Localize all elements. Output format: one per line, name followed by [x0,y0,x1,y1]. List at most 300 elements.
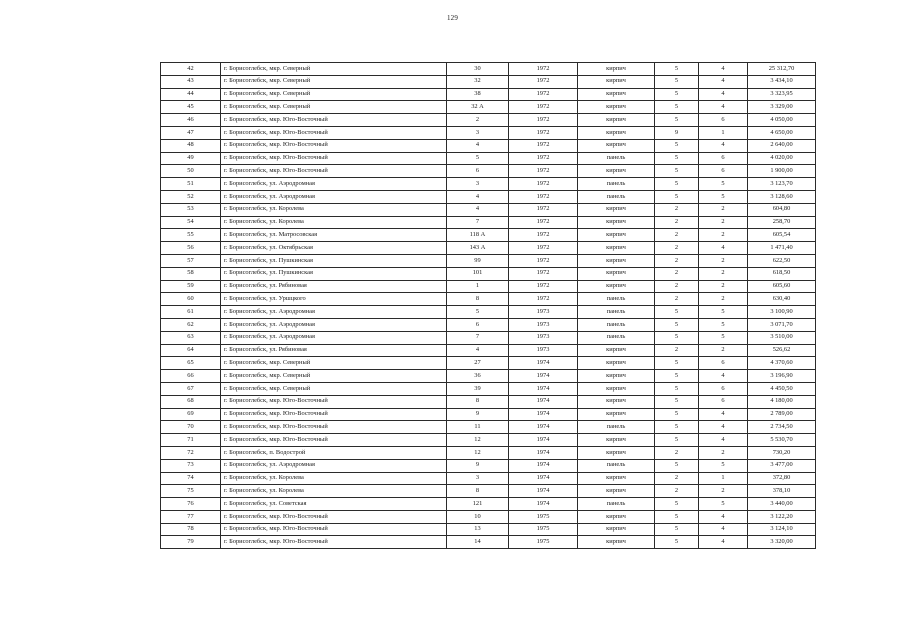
floors-cell: 2 [655,446,699,459]
area-cell: 4 020,00 [748,152,816,165]
area-cell: 4 180,00 [748,395,816,408]
row-number-cell: 69 [161,408,221,421]
entrances-cell: 2 [699,229,748,242]
area-cell: 2 789,00 [748,408,816,421]
row-number-cell: 44 [161,88,221,101]
table-row [161,126,816,139]
house-number-cell: 121 [447,498,509,511]
floors-cell: 5 [655,63,699,76]
table-row [161,139,816,152]
row-number-cell: 48 [161,139,221,152]
address-cell: г. Борисоглебск, ул. Советская [221,498,447,511]
floors-cell: 2 [655,485,699,498]
row-number-cell: 76 [161,498,221,511]
table-row [161,178,816,191]
area-cell: 4 370,60 [748,357,816,370]
area-cell: 3 128,60 [748,190,816,203]
entrances-cell: 5 [699,318,748,331]
table-row [161,498,816,511]
floors-cell: 5 [655,370,699,383]
wall-material-cell: панель [578,293,655,306]
table-row [161,331,816,344]
year-built-cell: 1972 [509,190,578,203]
area-cell: 3 320,00 [748,536,816,549]
row-number-cell: 66 [161,370,221,383]
row-number-cell: 50 [161,165,221,178]
house-number-cell: 8 [447,485,509,498]
year-built-cell: 1972 [509,114,578,127]
year-built-cell: 1974 [509,472,578,485]
address-cell: г. Борисоглебск, ул. Аэродромная [221,306,447,319]
address-cell: г. Борисоглебск, мкр. Юго-Восточный [221,395,447,408]
row-number-cell: 64 [161,344,221,357]
house-number-cell: 11 [447,421,509,434]
row-number-cell: 43 [161,75,221,88]
year-built-cell: 1974 [509,382,578,395]
table-row [161,216,816,229]
wall-material-cell: панель [578,178,655,191]
wall-material-cell: панель [578,306,655,319]
address-cell: г. Борисоглебск, ул. Рябиновая [221,280,447,293]
floors-cell: 2 [655,254,699,267]
row-number-cell: 61 [161,306,221,319]
table-row [161,370,816,383]
wall-material-cell: кирпич [578,114,655,127]
floors-cell: 5 [655,434,699,447]
table-row [161,63,816,76]
house-number-cell: 10 [447,510,509,523]
floors-cell: 5 [655,306,699,319]
page-number: 129 [446,14,459,22]
year-built-cell: 1974 [509,446,578,459]
area-cell: 4 650,00 [748,126,816,139]
entrances-cell: 4 [699,88,748,101]
year-built-cell: 1974 [509,498,578,511]
address-cell: г. Борисоглебск, мкр. Северный [221,357,447,370]
address-cell: г. Борисоглебск, ул. Аэродромная [221,190,447,203]
year-built-cell: 1974 [509,408,578,421]
table-row [161,395,816,408]
house-number-cell: 7 [447,331,509,344]
year-built-cell: 1974 [509,395,578,408]
wall-material-cell: кирпич [578,536,655,549]
wall-material-cell: кирпич [578,382,655,395]
floors-cell: 5 [655,331,699,344]
address-cell: г. Борисоглебск, мкр. Юго-Восточный [221,536,447,549]
wall-material-cell: кирпич [578,395,655,408]
area-cell: 3 100,90 [748,306,816,319]
floors-cell: 5 [655,318,699,331]
year-built-cell: 1972 [509,254,578,267]
row-number-cell: 54 [161,216,221,229]
wall-material-cell: кирпич [578,254,655,267]
table-row [161,306,816,319]
wall-material-cell: кирпич [578,267,655,280]
housing-registry-table [160,62,816,549]
wall-material-cell: кирпич [578,472,655,485]
house-number-cell: 36 [447,370,509,383]
address-cell: г. Борисоглебск, п. Водострой [221,446,447,459]
address-cell: г. Борисоглебск, ул. Королева [221,485,447,498]
entrances-cell: 2 [699,203,748,216]
entrances-cell: 2 [699,267,748,280]
entrances-cell: 6 [699,395,748,408]
table-row [161,229,816,242]
address-cell: г. Борисоглебск, ул. Уршцкого [221,293,447,306]
year-built-cell: 1974 [509,434,578,447]
address-cell: г. Борисоглебск, мкр. Юго-Восточный [221,126,447,139]
area-cell: 622,50 [748,254,816,267]
wall-material-cell: панель [578,331,655,344]
wall-material-cell: кирпич [578,357,655,370]
house-number-cell: 1 [447,280,509,293]
table-row [161,510,816,523]
wall-material-cell: кирпич [578,229,655,242]
house-number-cell: 118 А [447,229,509,242]
area-cell: 5 530,70 [748,434,816,447]
house-number-cell: 7 [447,216,509,229]
row-number-cell: 47 [161,126,221,139]
year-built-cell: 1973 [509,306,578,319]
area-cell: 3 124,10 [748,523,816,536]
table-row [161,421,816,434]
area-cell: 730,20 [748,446,816,459]
table-row [161,523,816,536]
row-number-cell: 63 [161,331,221,344]
floors-cell: 2 [655,344,699,357]
address-cell: г. Борисоглебск, мкр. Северный [221,63,447,76]
house-number-cell: 38 [447,88,509,101]
entrances-cell: 2 [699,254,748,267]
entrances-cell: 4 [699,510,748,523]
wall-material-cell: кирпич [578,344,655,357]
floors-cell: 2 [655,293,699,306]
row-number-cell: 57 [161,254,221,267]
area-cell: 3 323,95 [748,88,816,101]
address-cell: г. Борисоглебск, ул. Королева [221,203,447,216]
address-cell: г. Борисоглебск, ул. Пушкинская [221,254,447,267]
house-number-cell: 99 [447,254,509,267]
year-built-cell: 1972 [509,101,578,114]
table-row [161,203,816,216]
house-number-cell: 3 [447,472,509,485]
floors-cell: 2 [655,280,699,293]
house-number-cell: 4 [447,203,509,216]
row-number-cell: 60 [161,293,221,306]
wall-material-cell: кирпич [578,434,655,447]
address-cell: г. Борисоглебск, мкр. Юго-Восточный [221,114,447,127]
table-row [161,536,816,549]
row-number-cell: 68 [161,395,221,408]
year-built-cell: 1973 [509,331,578,344]
floors-cell: 5 [655,165,699,178]
registry-table-body [161,63,816,549]
year-built-cell: 1975 [509,536,578,549]
area-cell: 605,60 [748,280,816,293]
address-cell: г. Борисоглебск, мкр. Северный [221,88,447,101]
house-number-cell: 5 [447,306,509,319]
house-number-cell: 32 А [447,101,509,114]
wall-material-cell: кирпич [578,88,655,101]
entrances-cell: 6 [699,382,748,395]
year-built-cell: 1972 [509,203,578,216]
entrances-cell: 1 [699,472,748,485]
address-cell: г. Борисоглебск, мкр. Юго-Восточный [221,421,447,434]
floors-cell: 5 [655,395,699,408]
wall-material-cell: кирпич [578,510,655,523]
wall-material-cell: панель [578,498,655,511]
area-cell: 258,70 [748,216,816,229]
entrances-cell: 1 [699,126,748,139]
house-number-cell: 8 [447,395,509,408]
house-number-cell: 4 [447,344,509,357]
floors-cell: 5 [655,75,699,88]
row-number-cell: 77 [161,510,221,523]
table-row [161,472,816,485]
house-number-cell: 6 [447,165,509,178]
area-cell: 3 434,10 [748,75,816,88]
house-number-cell: 8 [447,293,509,306]
year-built-cell: 1974 [509,370,578,383]
address-cell: г. Борисоглебск, мкр. Северный [221,370,447,383]
entrances-cell: 2 [699,344,748,357]
row-number-cell: 71 [161,434,221,447]
year-built-cell: 1972 [509,165,578,178]
address-cell: г. Борисоглебск, мкр. Северный [221,101,447,114]
area-cell: 526,62 [748,344,816,357]
area-cell: 4 450,50 [748,382,816,395]
area-cell: 618,50 [748,267,816,280]
area-cell: 3 477,00 [748,459,816,472]
area-cell: 2 640,00 [748,139,816,152]
year-built-cell: 1974 [509,421,578,434]
entrances-cell: 6 [699,357,748,370]
area-cell: 3 122,20 [748,510,816,523]
floors-cell: 5 [655,139,699,152]
wall-material-cell: панель [578,190,655,203]
entrances-cell: 2 [699,280,748,293]
table-row [161,318,816,331]
row-number-cell: 75 [161,485,221,498]
house-number-cell: 30 [447,63,509,76]
house-number-cell: 12 [447,434,509,447]
house-number-cell: 12 [447,446,509,459]
entrances-cell: 4 [699,408,748,421]
floors-cell: 5 [655,382,699,395]
area-cell: 1 900,00 [748,165,816,178]
row-number-cell: 70 [161,421,221,434]
address-cell: г. Борисоглебск, ул. Аэродромная [221,178,447,191]
row-number-cell: 62 [161,318,221,331]
entrances-cell: 5 [699,331,748,344]
address-cell: г. Борисоглебск, ул. Королева [221,472,447,485]
address-cell: г. Борисоглебск, мкр. Юго-Восточный [221,139,447,152]
row-number-cell: 53 [161,203,221,216]
house-number-cell: 9 [447,408,509,421]
address-cell: г. Борисоглебск, ул. Матросовская [221,229,447,242]
house-number-cell: 101 [447,267,509,280]
house-number-cell: 3 [447,178,509,191]
table-row [161,446,816,459]
year-built-cell: 1972 [509,242,578,255]
entrances-cell: 4 [699,434,748,447]
area-cell: 2 734,50 [748,421,816,434]
wall-material-cell: кирпич [578,75,655,88]
house-number-cell: 4 [447,139,509,152]
address-cell: г. Борисоглебск, мкр. Юго-Восточный [221,408,447,421]
year-built-cell: 1975 [509,523,578,536]
floors-cell: 9 [655,126,699,139]
floors-cell: 2 [655,203,699,216]
entrances-cell: 6 [699,152,748,165]
area-cell: 372,80 [748,472,816,485]
floors-cell: 5 [655,536,699,549]
house-number-cell: 13 [447,523,509,536]
year-built-cell: 1972 [509,216,578,229]
wall-material-cell: кирпич [578,63,655,76]
table-row [161,242,816,255]
entrances-cell: 4 [699,242,748,255]
area-cell: 3 329,00 [748,101,816,114]
address-cell: г. Борисоглебск, мкр. Юго-Восточный [221,434,447,447]
year-built-cell: 1972 [509,139,578,152]
entrances-cell: 4 [699,75,748,88]
row-number-cell: 59 [161,280,221,293]
table-row [161,254,816,267]
year-built-cell: 1972 [509,267,578,280]
floors-cell: 5 [655,408,699,421]
house-number-cell: 4 [447,190,509,203]
area-cell: 1 471,40 [748,242,816,255]
row-number-cell: 46 [161,114,221,127]
floors-cell: 5 [655,459,699,472]
wall-material-cell: кирпич [578,523,655,536]
wall-material-cell: кирпич [578,370,655,383]
table-row [161,152,816,165]
floors-cell: 5 [655,114,699,127]
entrances-cell: 2 [699,446,748,459]
table-row [161,101,816,114]
table-row [161,357,816,370]
wall-material-cell: кирпич [578,216,655,229]
entrances-cell: 4 [699,536,748,549]
area-cell: 3 440,00 [748,498,816,511]
address-cell: г. Борисоглебск, мкр. Юго-Восточный [221,523,447,536]
house-number-cell: 14 [447,536,509,549]
floors-cell: 5 [655,510,699,523]
row-number-cell: 79 [161,536,221,549]
area-cell: 25 312,70 [748,63,816,76]
entrances-cell: 6 [699,114,748,127]
wall-material-cell: кирпич [578,139,655,152]
house-number-cell: 6 [447,318,509,331]
floors-cell: 5 [655,152,699,165]
wall-material-cell: панель [578,421,655,434]
address-cell: г. Борисоглебск, ул. Аэродромная [221,331,447,344]
entrances-cell: 2 [699,485,748,498]
wall-material-cell: кирпич [578,101,655,114]
row-number-cell: 51 [161,178,221,191]
address-cell: г. Борисоглебск, мкр. Юго-Восточный [221,152,447,165]
wall-material-cell: кирпич [578,165,655,178]
floors-cell: 2 [655,267,699,280]
address-cell: г. Борисоглебск, мкр. Юго-Восточный [221,165,447,178]
row-number-cell: 74 [161,472,221,485]
row-number-cell: 56 [161,242,221,255]
house-number-cell: 32 [447,75,509,88]
house-number-cell: 3 [447,126,509,139]
row-number-cell: 78 [161,523,221,536]
wall-material-cell: панель [578,152,655,165]
wall-material-cell: кирпич [578,280,655,293]
entrances-cell: 5 [699,190,748,203]
year-built-cell: 1974 [509,485,578,498]
floors-cell: 2 [655,229,699,242]
table-row [161,408,816,421]
year-built-cell: 1972 [509,88,578,101]
year-built-cell: 1972 [509,178,578,191]
entrances-cell: 2 [699,216,748,229]
wall-material-cell: панель [578,459,655,472]
year-built-cell: 1972 [509,63,578,76]
entrances-cell: 5 [699,459,748,472]
floors-cell: 5 [655,190,699,203]
address-cell: г. Борисоглебск, ул. Королева [221,216,447,229]
address-cell: г. Борисоглебск, ул. Пушкинская [221,267,447,280]
table-row [161,190,816,203]
year-built-cell: 1972 [509,152,578,165]
table-row [161,114,816,127]
address-cell: г. Борисоглебск, мкр. Северный [221,382,447,395]
house-number-cell: 143 А [447,242,509,255]
entrances-cell: 6 [699,165,748,178]
house-number-cell: 9 [447,459,509,472]
year-built-cell: 1975 [509,510,578,523]
row-number-cell: 73 [161,459,221,472]
wall-material-cell: кирпич [578,408,655,421]
area-cell: 604,80 [748,203,816,216]
table-row [161,382,816,395]
floors-cell: 2 [655,216,699,229]
floors-cell: 5 [655,421,699,434]
row-number-cell: 58 [161,267,221,280]
wall-material-cell: кирпич [578,446,655,459]
year-built-cell: 1972 [509,280,578,293]
address-cell: г. Борисоглебск, ул. Аэродромная [221,318,447,331]
row-number-cell: 55 [161,229,221,242]
address-cell: г. Борисоглебск, ул. Октябрьская [221,242,447,255]
wall-material-cell: кирпич [578,242,655,255]
table-row [161,88,816,101]
table-row [161,280,816,293]
area-cell: 3 123,70 [748,178,816,191]
table-row [161,293,816,306]
year-built-cell: 1974 [509,459,578,472]
floors-cell: 2 [655,472,699,485]
entrances-cell: 4 [699,63,748,76]
table-row [161,344,816,357]
table-row [161,485,816,498]
address-cell: г. Борисоглебск, ул. Рябиновая [221,344,447,357]
entrances-cell: 4 [699,421,748,434]
entrances-cell: 4 [699,101,748,114]
year-built-cell: 1972 [509,229,578,242]
entrances-cell: 2 [699,293,748,306]
table-row [161,267,816,280]
year-built-cell: 1973 [509,344,578,357]
wall-material-cell: кирпич [578,485,655,498]
table-row [161,434,816,447]
